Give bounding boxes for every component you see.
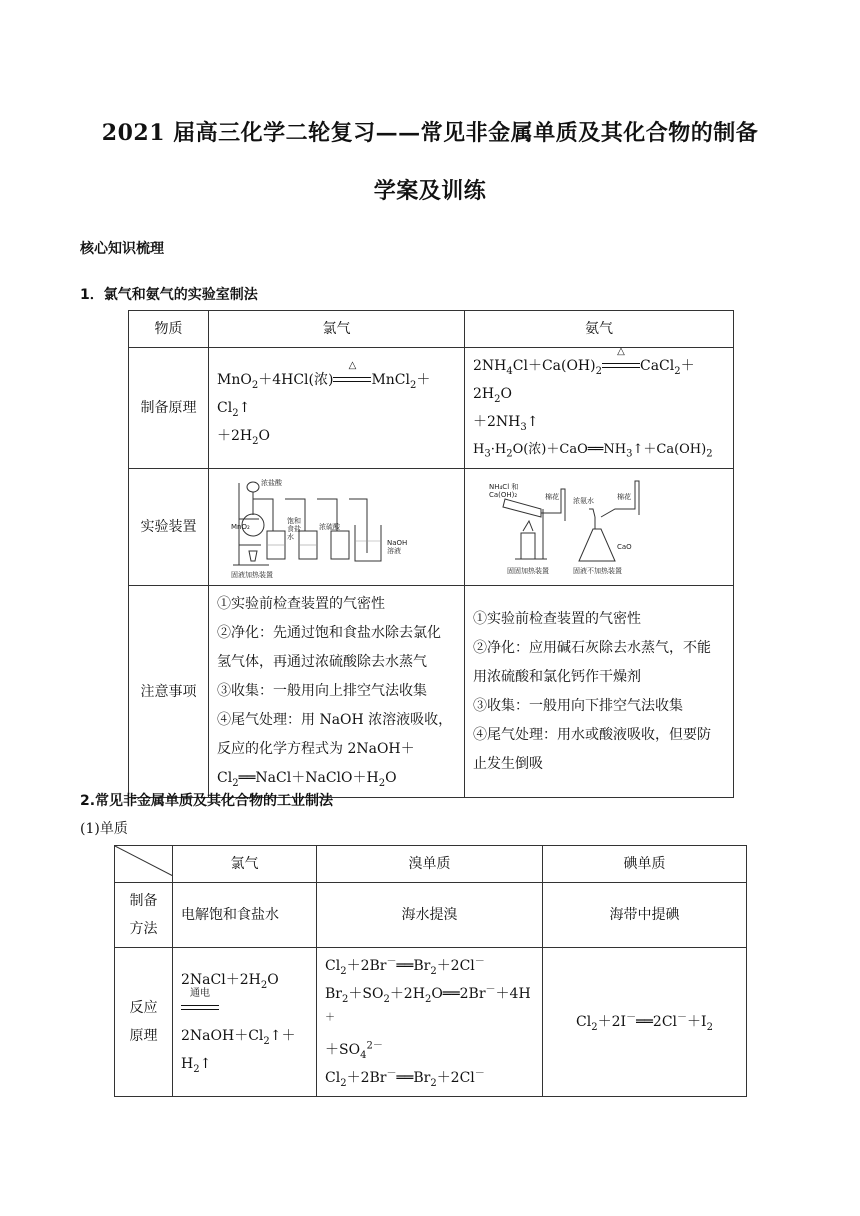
label-cotton-1: 棉花 [545, 493, 559, 501]
row-label-reaction: 反应 原理 [115, 948, 173, 1097]
header-chlorine-2: 氯气 [173, 846, 317, 883]
nh3-apparatus-cell [465, 469, 734, 586]
lab-prep-table [128, 310, 734, 798]
label-conc-hcl: 浓盐酸 [261, 479, 282, 487]
diagonal-corner-cell [115, 846, 173, 883]
page-title: 2021 届高三化学二轮复习——常见非金属单质及其化合物的制备 [101, 120, 759, 146]
row-label-method: 制备 方法 [115, 883, 173, 948]
section-core-heading: 核心知识梳理 [80, 241, 164, 257]
section2-heading: 2.常见非金属单质及其化合物的工业制法 [80, 793, 334, 809]
cl2-principle: MnO$_2$＋4HCl(浓) △ $MnCl_2+Cl_2↑$ $+2H_2O$ [209, 348, 465, 469]
header-ammonia: 氨气 [465, 311, 734, 348]
ammonia-apparatus-diagram [465, 469, 734, 585]
label-caoh2: Ca(OH)₂ [489, 491, 518, 499]
header-substance: 物质 [129, 311, 209, 348]
label-solid-solid-heat: 固固加热装置 [507, 567, 549, 575]
reaction-chlorine: $2NaCl+2H_2O$ 通电 $2NaOH+Cl_2↑+$ $H_2↑$ [173, 948, 317, 1097]
label-cao: CaO [617, 543, 632, 551]
label-solid-liquid-heat: 固液加热装置 [231, 571, 273, 579]
equals-heat-sign: △ [333, 374, 371, 386]
section2-subheading: (1)单质 [80, 821, 128, 837]
label-cotton-2: 棉花 [617, 493, 631, 501]
section1-heading: 1．氯气和氨气的实验室制法 [80, 287, 258, 303]
label-solid-liquid-noheat: 固液不加热装置 [573, 567, 622, 575]
row-label-apparatus: 实验装置 [129, 469, 209, 586]
label-conc-ammonia: 浓氨水 [573, 497, 594, 505]
header-iodine: 碘单质 [543, 846, 747, 883]
label-brine-2: 食盐 [287, 525, 301, 533]
nh3-principle: $2NH_4Cl+Ca(OH)_2$ △ $CaCl_2+2H_2O$ $+2NH_3↑$ $H_3\cdot H_2O$(浓)$+CaO══NH_3↑+Ca(OH)_2$ [465, 348, 734, 469]
chlorine-apparatus-diagram [209, 469, 465, 585]
equals-electrolysis-sign: 通电 [181, 1002, 219, 1014]
reaction-iodine: $Cl_2+2I^-══2Cl^-+I_2$ [543, 948, 747, 1097]
method-chlorine: 电解饱和食盐水 [173, 883, 317, 948]
equals-heat-sign: △ [602, 360, 640, 372]
label-mno2: MnO₂ [231, 523, 250, 531]
label-brine-1: 饱和 [287, 517, 301, 525]
label-naoh: NaOH [387, 539, 408, 547]
method-bromine: 海水提溴 [317, 883, 543, 948]
header-bromine: 溴单质 [317, 846, 543, 883]
industrial-prep-table [114, 845, 747, 1097]
page-subtitle: 学案及训练 [373, 178, 487, 204]
label-solution: 溶液 [387, 547, 401, 555]
reaction-bromine: $Cl_2+2Br^-══Br_2+2Cl^-$ $Br_2+SO_2+2H_2O══2Br^-+4H^+$ $+SO_4^{2-}$ $Cl_2+2Br^-══Br_2+2Cl^-$ [317, 948, 543, 1097]
row-label-principle: 制备原理 [129, 348, 209, 469]
cl2-apparatus-cell [209, 469, 465, 586]
method-iodine: 海带中提碘 [543, 883, 747, 948]
cl2-notes: ①实验前检查装置的气密性 ②净化：先通过饱和食盐水除去氯化 氢气体，再通过浓硫酸除去水蒸气 ③收集：一般用向上排空气法收集 ④尾气处理：用 NaOH 浓溶液吸收， 反应的化学方程式为 2NaOH＋ $Cl_2══NaCl+NaClO+H_2O$ [209, 586, 465, 798]
label-conc-h2so4: 浓硫酸 [319, 523, 340, 531]
label-brine-3: 水 [287, 533, 294, 541]
nh3-notes: ①实验前检查装置的气密性 ②净化：应用碱石灰除去水蒸气，不能 用浓硫酸和氯化钙作干燥剂 ③收集：一般用向下排空气法收集 ④尾气处理：用水或酸液吸收，但要防 止发生倒吸 [465, 586, 734, 798]
header-chlorine: 氯气 [209, 311, 465, 348]
label-nh4cl: NH₄Cl 和 [489, 483, 519, 491]
row-label-notes: 注意事项 [129, 586, 209, 798]
